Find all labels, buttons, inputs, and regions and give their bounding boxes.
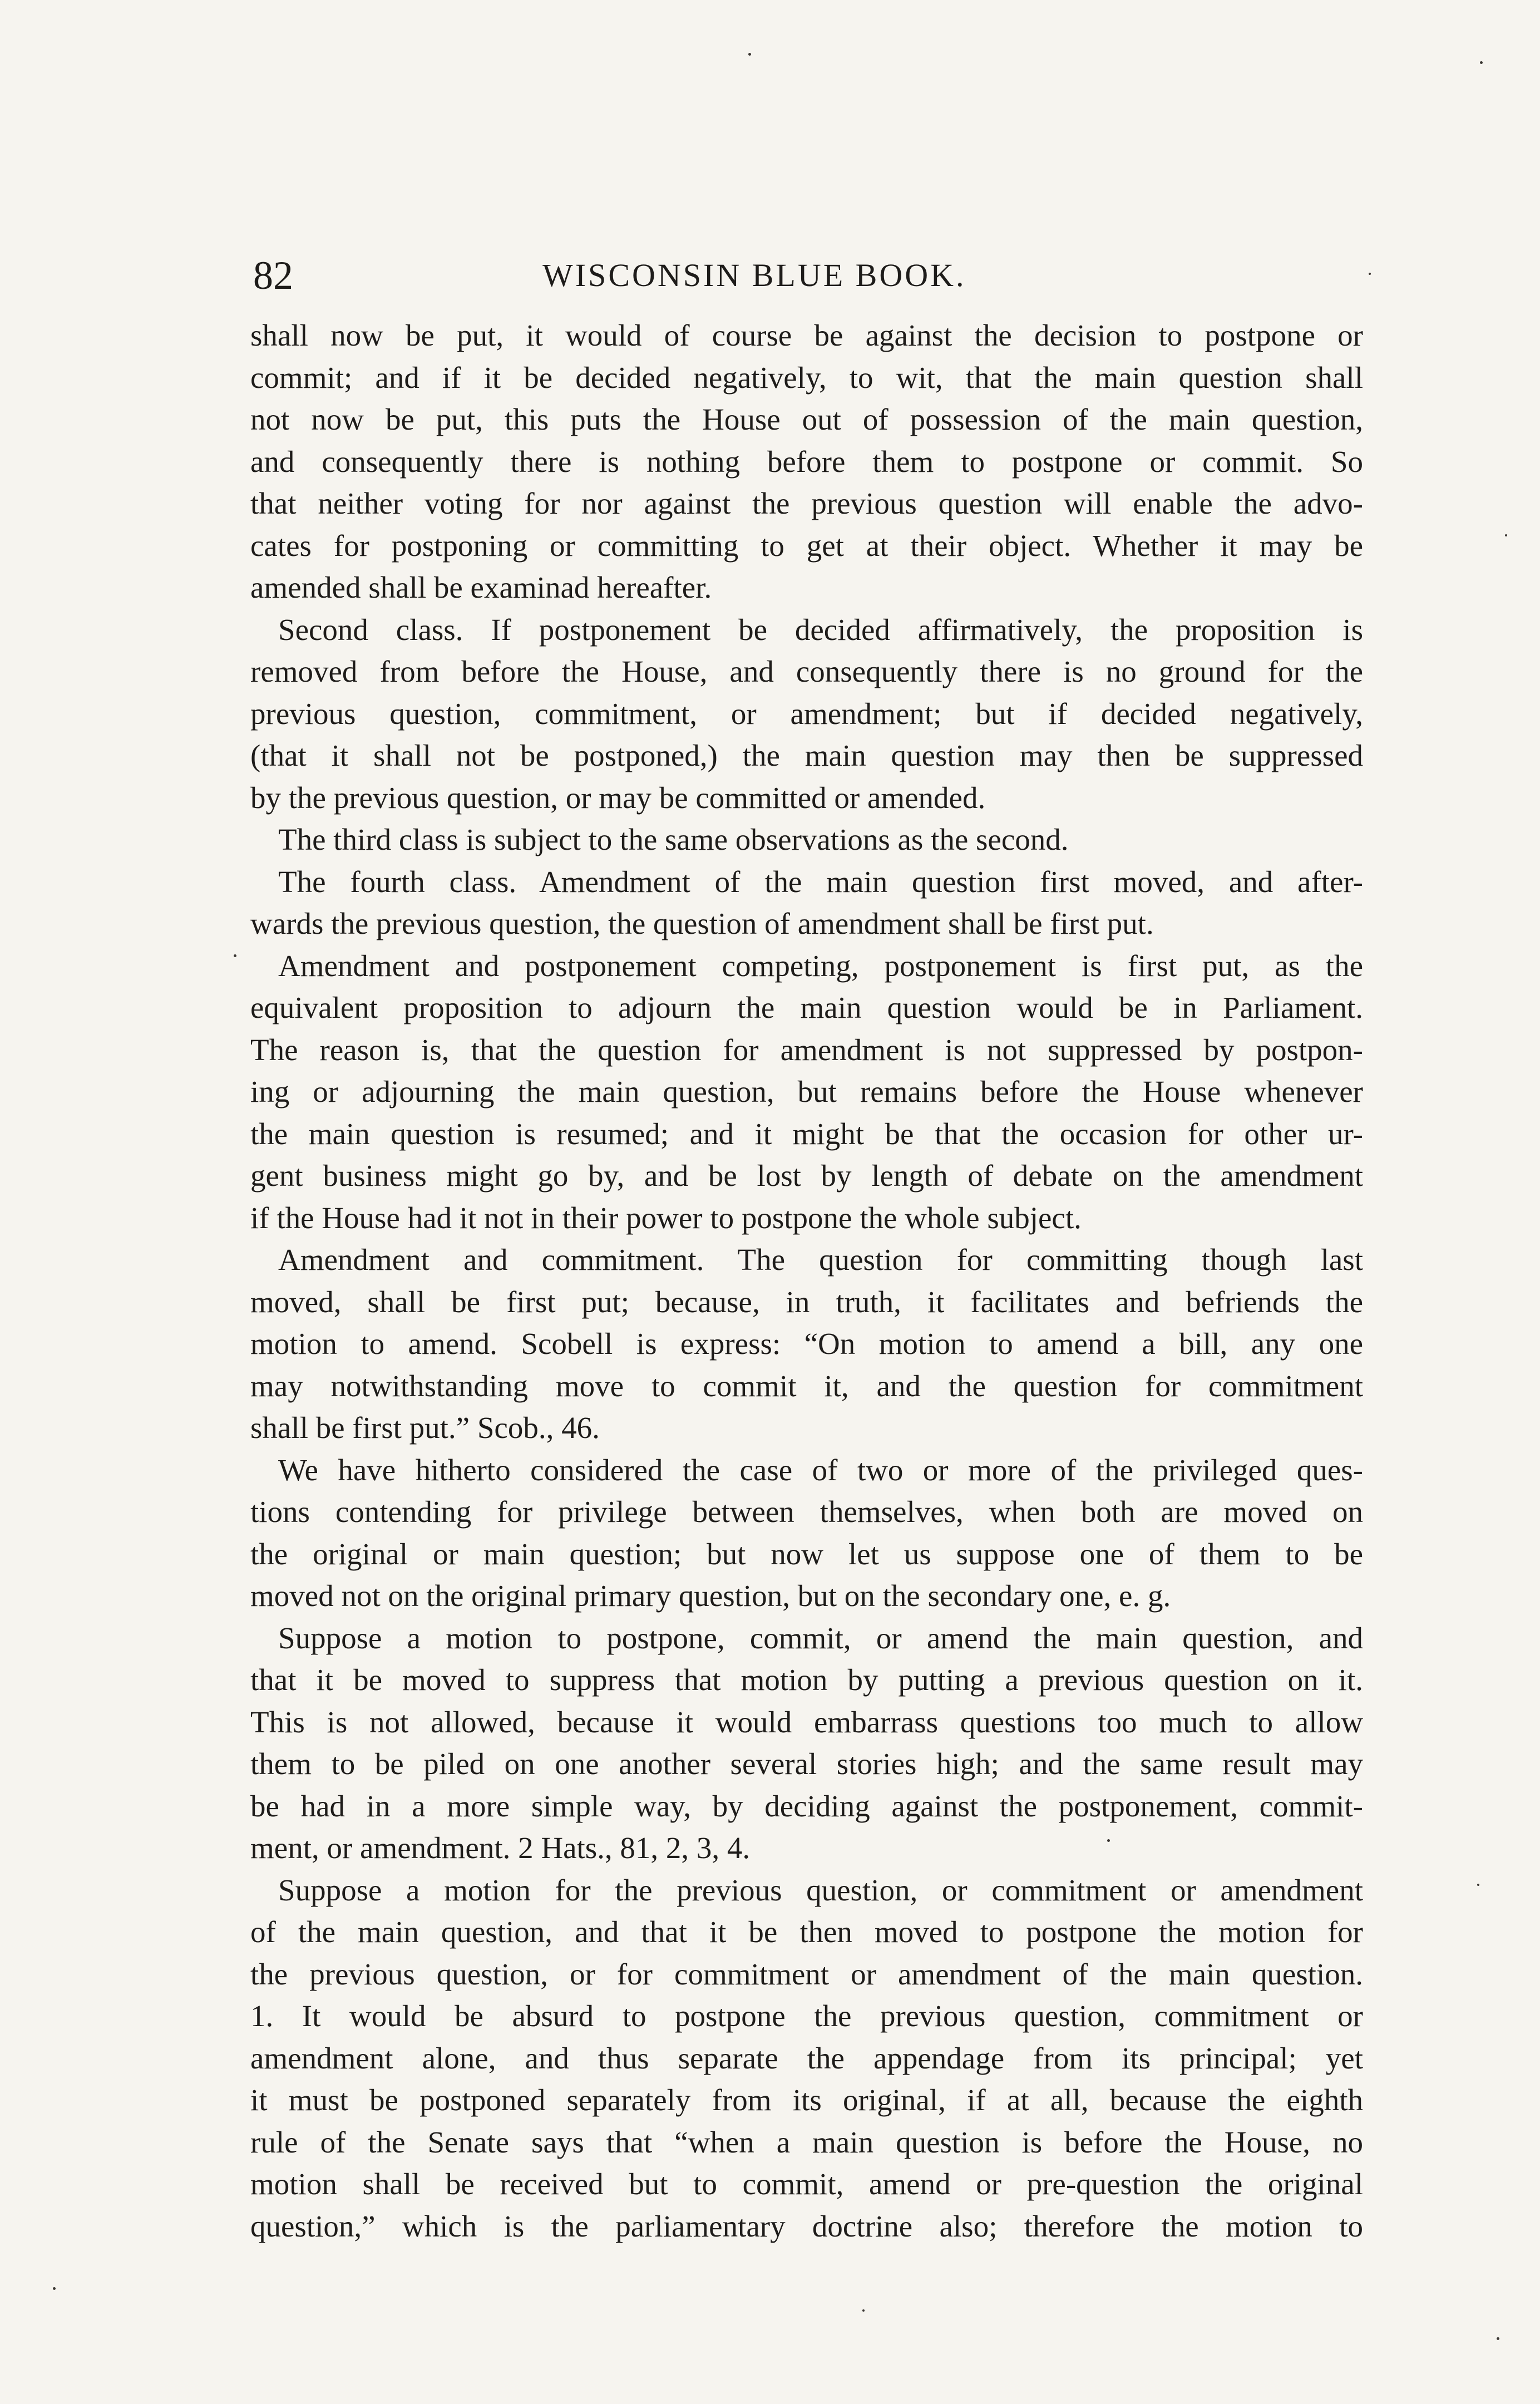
text-line: Suppose a motion for the previous question, or commitment or amendment bbox=[278, 1873, 1363, 1907]
text-line: equivalent proposition to adjourn the main question would be in Parliament. bbox=[250, 991, 1363, 1024]
text-line: previous question, commitment, or amendment; but if decided negatively, bbox=[250, 696, 1363, 731]
text-line: motion shall be received but to commit, amend or pre-question the original bbox=[250, 2167, 1363, 2201]
text-line: commit; and if it be decided negatively, to wit, that the main question shall bbox=[250, 360, 1363, 395]
text-line: (that it shall not be postponed,) the main question may then be suppressed bbox=[250, 738, 1363, 772]
text-line: Amendment and commitment. The question for committing though last bbox=[278, 1243, 1363, 1277]
text-line: 1. It would be absurd to postpone the previous question, commitment or bbox=[250, 1999, 1363, 2033]
paper-speck bbox=[234, 954, 236, 957]
text-line: of the main question, and that it be then moved to postpone the motion for bbox=[250, 1915, 1363, 1949]
text-line: Second class. If postponement be decided affirmatively, the proposition is bbox=[278, 612, 1363, 647]
text-line: Amendment and postponement competing, postponement is first put, as the bbox=[278, 948, 1363, 983]
text-line: the original or main question; but now let us suppose one of them to be bbox=[250, 1536, 1363, 1571]
text-line: moved, shall be first put; because, in truth, it facilitates and befriends the bbox=[250, 1284, 1363, 1319]
paper-speck bbox=[862, 2309, 865, 2312]
text-line: amended shall be examinad hereafter. bbox=[250, 570, 712, 604]
text-line: wards the previous question, the question of amendment shall be first put. bbox=[250, 907, 1154, 940]
text-line: ing or adjourning the main question, but remains before the House whenever bbox=[250, 1075, 1363, 1109]
paper-speck bbox=[748, 53, 751, 56]
text-line: the main question is resumed; and it might be that the occasion for other ur- bbox=[250, 1116, 1363, 1151]
text-line: and consequently there is nothing before them to postpone or commit. So bbox=[250, 444, 1363, 479]
text-line: The reason is, that the question for amendment is not suppressed by postpon- bbox=[250, 1032, 1363, 1067]
text-line: moved not on the original primary question, but on the secondary one, e. g. bbox=[250, 1579, 1171, 1613]
text-line: if the House had it not in their power to postpone the whole subject. bbox=[250, 1200, 1082, 1235]
paper-speck bbox=[1369, 273, 1371, 275]
text-line: be had in a more simple way, by deciding against the postponement, commit- bbox=[250, 1789, 1363, 1823]
text-line: ment, or amendment. 2 Hats., 81, 2, 3, 4. bbox=[250, 1831, 751, 1865]
text-line: The third class is subject to the same observations as the second. bbox=[278, 822, 1069, 856]
page-header bbox=[253, 245, 1363, 306]
text-line: rule of the Senate says that “when a main question is before the House, no bbox=[250, 2125, 1363, 2159]
text-line: removed from before the House, and consequently there is no ground for the bbox=[250, 654, 1363, 688]
text-line: We have hitherto considered the case of two or more of the privileged ques- bbox=[278, 1452, 1363, 1487]
paper-speck bbox=[53, 2287, 56, 2290]
text-line: This is not allowed, because it would embarrass questions too much to allow bbox=[250, 1705, 1363, 1739]
paper-speck bbox=[1477, 1884, 1479, 1886]
text-line: question,” which is the parliamentary doctrine also; therefore the motion to bbox=[250, 2209, 1363, 2243]
running-head: WISCONSIN BLUE BOOK. bbox=[542, 257, 966, 293]
page-number: 82 bbox=[253, 253, 293, 298]
text-line: The fourth class. Amendment of the main question first moved, and after- bbox=[278, 864, 1363, 899]
text-line: gent business might go by, and be lost by length of debate on the amendment bbox=[250, 1159, 1363, 1193]
text-line: that it be moved to suppress that motion by putting a previous question on it. bbox=[250, 1663, 1363, 1697]
text-line: it must be postponed separately from its original, if at all, because the eighth bbox=[250, 2083, 1363, 2117]
text-line: amendment alone, and thus separate the appendage from its principal; yet bbox=[250, 2041, 1363, 2075]
text-line: motion to amend. Scobell is express: “On motion to amend a bill, any one bbox=[250, 1327, 1363, 1361]
text-line: cates for postponing or committing to get at their object. Whether it may be bbox=[250, 528, 1363, 563]
paper-speck bbox=[1107, 1839, 1110, 1842]
text-line: shall be first put.” Scob., 46. bbox=[250, 1411, 600, 1445]
text-line: may notwithstanding move to commit it, and the question for commitment bbox=[250, 1368, 1363, 1403]
text-line: Suppose a motion to postpone, commit, or amend the main question, and bbox=[278, 1620, 1363, 1655]
text-line: tions contending for privilege between themselves, when both are moved on bbox=[250, 1495, 1363, 1529]
text-line: that neither voting for nor against the previous question will enable the advo- bbox=[250, 486, 1363, 520]
text-line: the previous question, or for commitment or amendment of the main question. bbox=[250, 1957, 1363, 1991]
paper-speck bbox=[1505, 534, 1507, 536]
text-line: them to be piled on one another several stories high; and the same result may bbox=[250, 1747, 1363, 1781]
paper-speck bbox=[1480, 61, 1483, 64]
text-line: shall now be put, it would of course be against the decision to postpone or bbox=[250, 318, 1363, 352]
text-line: by the previous question, or may be committed or amended. bbox=[250, 780, 986, 815]
paper-speck bbox=[1497, 2337, 1499, 2340]
text-line: not now be put, this puts the House out of possession of the main question, bbox=[250, 402, 1363, 436]
body-text bbox=[250, 314, 1363, 2247]
